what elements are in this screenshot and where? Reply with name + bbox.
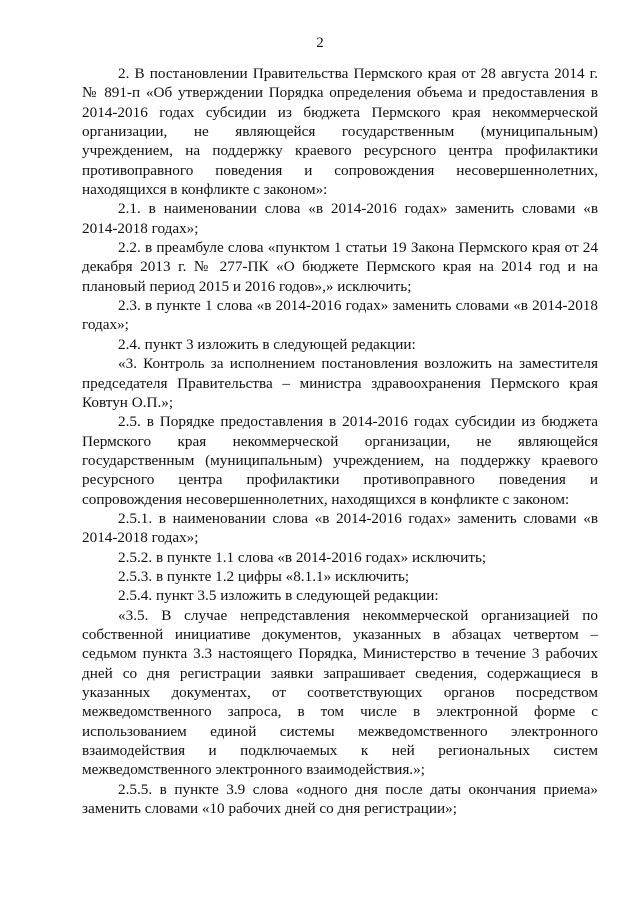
paragraph-2-3: 2.3. в пункте 1 слова «в 2014-2016 годах» заменить словами «в 2014-2018 годах»; — [82, 297, 598, 334]
paragraph-2-5-3: 2.5.3. в пункте 1.2 цифры «8.1.1» исключить; — [118, 567, 410, 585]
paragraph-2-4: 2.4. пункт 3 изложить в следующей редакции: — [118, 335, 416, 353]
paragraph-2-4-quote: «3. Контроль за исполнением постановления возложить на заместителя председателя Правительства – министра здравоохранения Пермского края Ковтун О.П.»; — [82, 355, 598, 411]
paragraph-2-5-2: 2.5.2. в пункте 1.1 слова «в 2014-2016 годах» исключить; — [118, 548, 487, 566]
document-body — [82, 64, 598, 818]
paragraph-2-5-4: 2.5.4. пункт 3.5 изложить в следующей редакции: — [118, 587, 439, 605]
paragraph-2-5-1: 2.5.1. в наименовании слова «в 2014-2016 годах» заменить словами «в 2014-2018 годах»; — [82, 509, 598, 547]
page-number: 2 — [316, 35, 324, 51]
paragraph-2-1: 2.1. в наименовании слова «в 2014-2016 годах» заменить словами «в 2014-2018 годах»; — [82, 200, 598, 237]
paragraph-3-5-quote: «3.5. В случае непредставления некоммерческой организацией по собственной инициативе документов, указанных в абзацах четвертом – седьмом пункта 3.3 настоящего Порядка, Министерство в течение 3 рабочих дней со дня регистрации заявки запрашивает сведения, содержащиеся в указанных документах, от соответствующих органов посредством межведомственного запроса, в том числе в электронной форме с использованием единой системы межведомственного электронного взаимодействия и подключаемых к ней региональных систем межведомственного электронного взаимодействия.»; — [82, 606, 598, 779]
paragraph-2-2: 2.2. в преамбуле слова «пунктом 1 статьи 19 Закона Пермского края от 24 декабря 2013 г. № 277-ПК «О бюджете Пермского края на 2014 год и на плановый период 2015 и 2016 годов»,» исключить; — [82, 239, 598, 295]
paragraph-2-5-5: 2.5.5. в пункте 3.9 слова «одного дня после даты окончания приема» заменить словами «10 рабочих дней со дня регистрации»; — [82, 780, 598, 818]
paragraph-2-5: 2.5. в Порядке предоставления в 2014-2016 годах субсидии из бюджета Пермского края некоммерческой организации, не являющейся государственным (муниципальным) учреждением, на поддержку краевого ресурсного центра профилактики противоправного поведения и сопровождения несовершеннолетних, находящихся в конфликте с законом: — [82, 413, 598, 508]
paragraph-2: 2. В постановлении Правительства Пермского края от 28 августа 2014 г. № 891-п «Об утверждении Порядка определения объема и предоставления в 2014-2016 годах субсидии из бюджета Пермского края некоммерческой организации, не являющейся государственным (муниципальным) учреждением, на поддержку краевого ресурсного центра профилактики противоправного поведения и сопровождения несовершеннолетних, находящихся в конфликте с законом»: — [82, 65, 598, 199]
